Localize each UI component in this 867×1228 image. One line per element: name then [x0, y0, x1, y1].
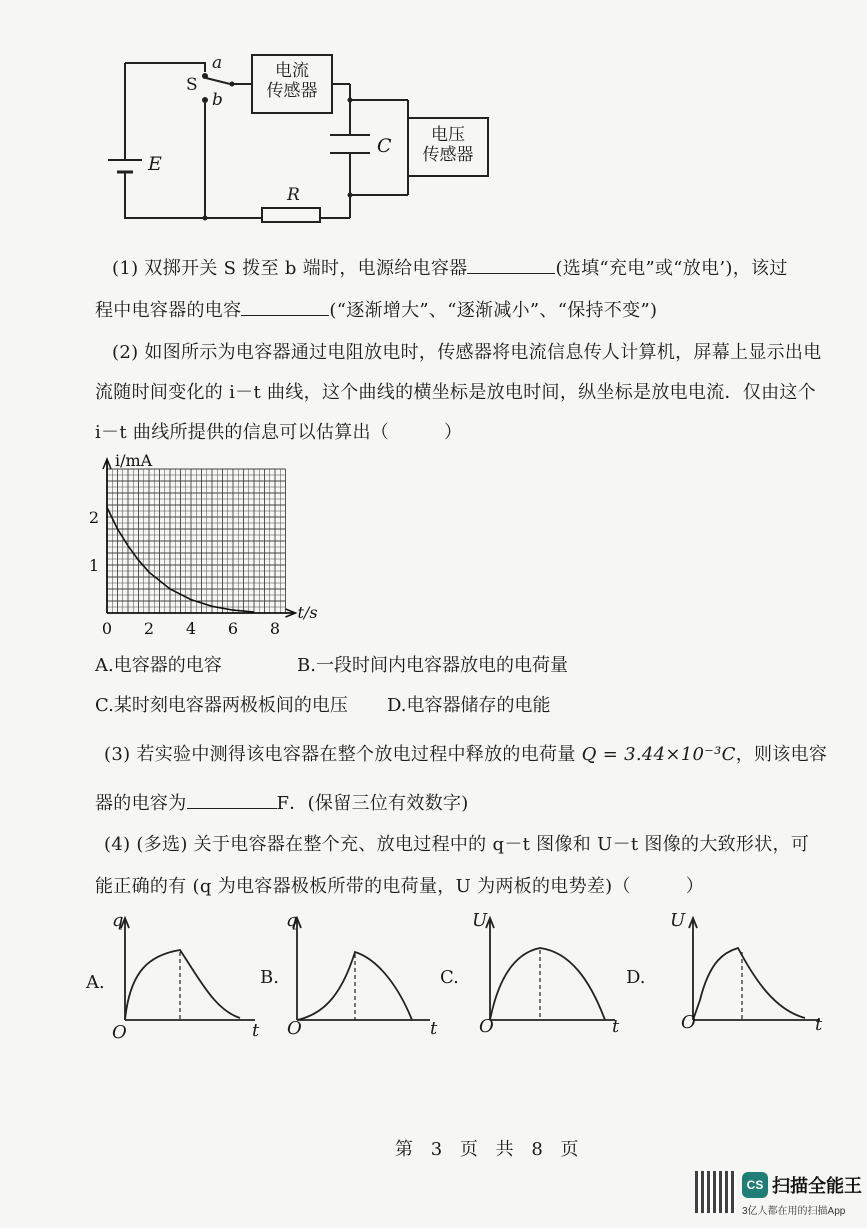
circuit-diagram	[0, 0, 867, 240]
y-axis-label: i/mA	[115, 451, 153, 470]
q3-line-1: (3) 若实验中测得该电容器在整个放电过程中释放的电荷量 Q = 3.44×10⁻³C，则该电容	[104, 744, 828, 765]
switch-label: S	[186, 75, 198, 95]
q1-line-1: (1) 双掷开关 S 拨至 b 端时，电源给电容器 (选填“充电”或“放电’)，该过	[112, 254, 788, 280]
current-sensor-label: 电流 传感器	[266, 61, 318, 101]
q1-blank-1[interactable]	[467, 255, 555, 274]
graph-c-label[interactable]: C.	[440, 967, 459, 988]
q2-option-d[interactable]: D.电容器储存的电能	[387, 695, 551, 716]
qr-code-icon	[695, 1171, 737, 1213]
x-tick-label: 0	[101, 619, 113, 638]
terminal-b-label: b	[212, 90, 223, 110]
graph-d-label[interactable]: D.	[626, 967, 646, 988]
graph-a-xaxis: t	[252, 1020, 260, 1041]
graph-b-xaxis: t	[430, 1018, 438, 1039]
terminal-a-label: a	[212, 53, 223, 73]
q1-line-2: 程中电容器的电容 (“逐渐增大”、“逐渐减小”、“保持不变”)	[95, 296, 657, 322]
x-tick-label: 2	[143, 619, 155, 638]
graph-c	[486, 918, 615, 1020]
page-footer: 第 3 页 共 8 页	[395, 1139, 585, 1160]
y-tick-label: 1	[88, 556, 99, 575]
graph-d-xaxis: t	[815, 1014, 823, 1035]
graph-c-xaxis: t	[612, 1016, 620, 1037]
capacitor-label: C	[377, 135, 392, 157]
graph-d-yaxis: U	[670, 910, 686, 931]
q2-line-3: i－t 曲线所提供的信息可以估算出（ ）	[95, 422, 463, 443]
q2-option-c[interactable]: C.某时刻电容器两极板间的电压	[95, 695, 348, 716]
graph-c-origin: O	[479, 1016, 494, 1037]
graph-d-origin: O	[681, 1012, 696, 1033]
x-axis-label: t/s	[297, 603, 318, 622]
q2-option-a[interactable]: A.电容器的电容	[95, 655, 222, 676]
q3-formula: Q = 3.44×10⁻³C	[581, 744, 736, 765]
watermark-name: 扫描全能王	[772, 1176, 862, 1196]
graph-a-origin: O	[112, 1022, 127, 1043]
graph-b-origin: O	[287, 1018, 302, 1039]
graph-a-label[interactable]: A.	[86, 972, 105, 993]
graph-a	[121, 918, 255, 1020]
graph-b	[293, 918, 430, 1020]
voltage-sensor-label: 电压 传感器	[422, 125, 474, 165]
y-tick-label: 2	[88, 508, 99, 527]
q2-line-2: 流随时间变化的 i－t 曲线，这个曲线的横坐标是放电时间，纵坐标是放电电流．仅由这个	[95, 382, 817, 403]
q3-blank[interactable]	[187, 790, 277, 809]
q4-line-2: 能正确的有 (q 为电容器极板所带的电荷量，U 为两板的电势差)（ ）	[95, 876, 704, 897]
cs-logo-icon: CS	[742, 1172, 768, 1198]
graph-b-label[interactable]: B.	[260, 967, 279, 988]
q2-option-b[interactable]: B.一段时间内电容器放电的电荷量	[297, 655, 568, 676]
graph-d	[689, 918, 820, 1020]
battery-label: E	[148, 153, 162, 175]
x-tick-label: 4	[185, 619, 197, 638]
graph-b-yaxis: q	[286, 910, 298, 931]
watermark-sub: 3亿人都在用的扫描App	[742, 1206, 846, 1217]
q4-line-1: (4) (多选) 关于电容器在整个充、放电过程中的 q－t 图像和 U－t 图像的大致形状，可	[104, 834, 810, 855]
graph-a-yaxis: q	[112, 910, 124, 931]
q2-line-1: (2) 如图所示为电容器通过电阻放电时，传感器将电流信息传人计算机，屏幕上显示出电	[112, 342, 822, 363]
resistor-label: R	[287, 185, 300, 205]
i-t-chart	[85, 448, 345, 638]
x-tick-label: 8	[269, 619, 281, 638]
graph-c-yaxis: U	[472, 910, 488, 931]
q1-blank-2[interactable]	[241, 297, 329, 316]
x-tick-label: 6	[227, 619, 239, 638]
q3-line-2: 器的电容为 F．(保留三位有效数字)	[95, 789, 469, 815]
